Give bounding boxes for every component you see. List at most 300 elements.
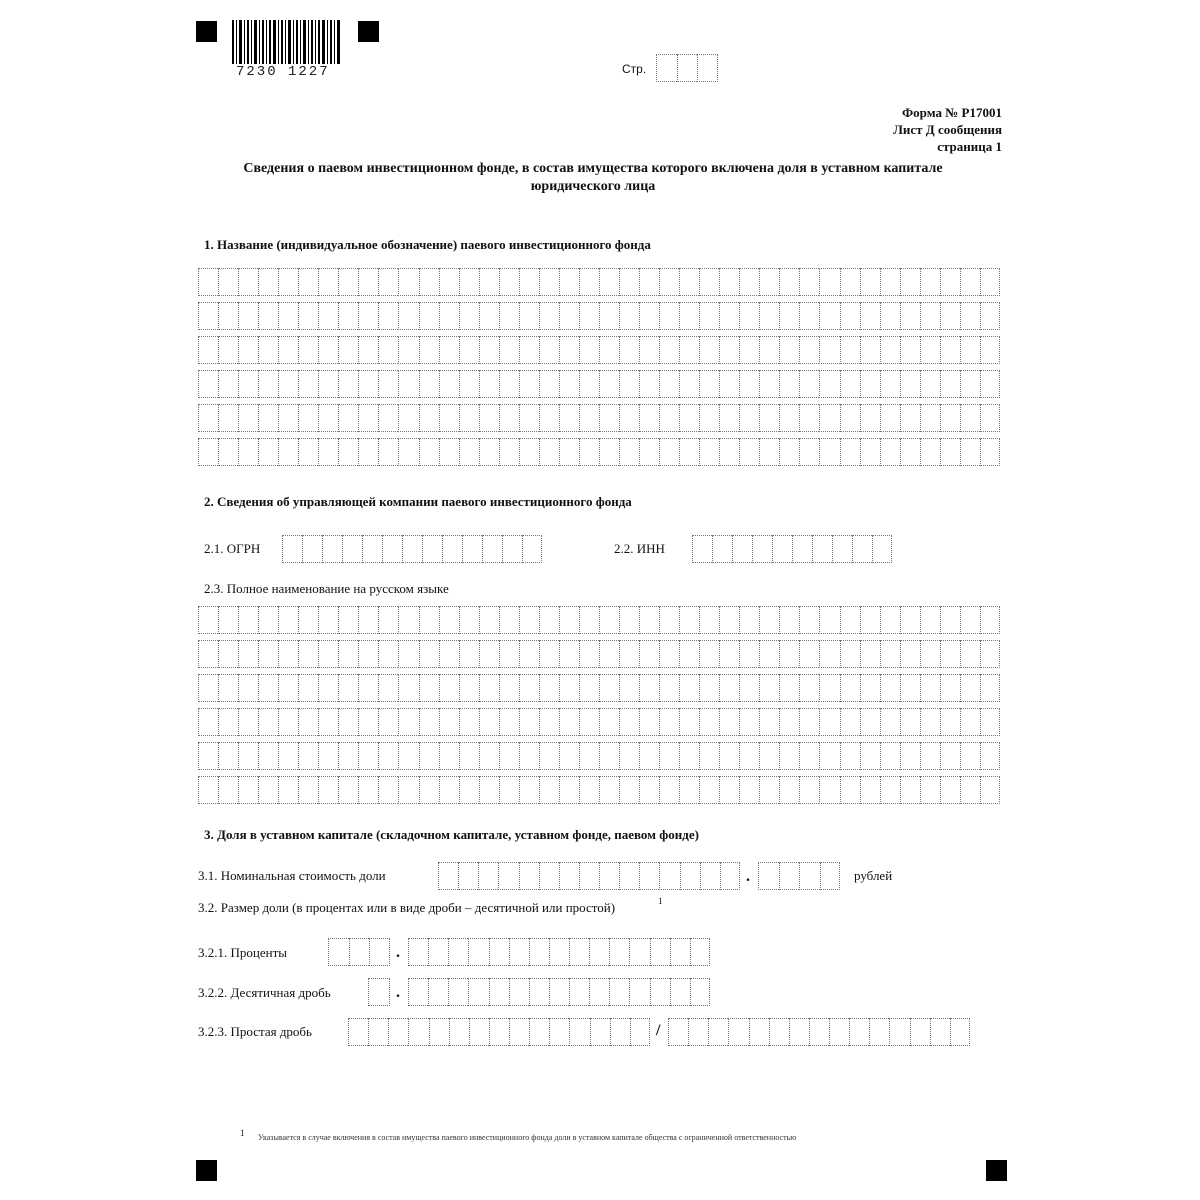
input-cell[interactable] [238, 674, 258, 702]
input-cell[interactable] [619, 742, 639, 770]
input-cell[interactable] [679, 438, 699, 466]
decimal-fraction-field[interactable] [408, 978, 710, 1006]
input-cell[interactable] [872, 535, 892, 563]
input-cell[interactable] [920, 438, 940, 466]
input-cell[interactable] [650, 938, 670, 966]
input-cell[interactable] [860, 674, 880, 702]
input-cell[interactable] [819, 776, 839, 804]
input-cell[interactable] [940, 302, 960, 330]
input-cell[interactable] [619, 302, 639, 330]
input-cell[interactable] [218, 776, 238, 804]
input-cell[interactable] [358, 708, 378, 736]
input-cell[interactable] [238, 742, 258, 770]
input-cell[interactable] [358, 640, 378, 668]
input-cell[interactable] [960, 776, 980, 804]
input-cell[interactable] [198, 742, 218, 770]
input-cell[interactable] [960, 640, 980, 668]
input-cell[interactable] [519, 268, 539, 296]
input-cell[interactable] [719, 336, 739, 364]
input-cell[interactable] [920, 404, 940, 432]
input-cell[interactable] [739, 742, 759, 770]
input-cell[interactable] [759, 268, 779, 296]
input-cell[interactable] [719, 640, 739, 668]
input-cell[interactable] [860, 404, 880, 432]
input-cell[interactable] [860, 336, 880, 364]
input-cell[interactable] [910, 1018, 930, 1046]
input-cell[interactable] [218, 708, 238, 736]
input-cell[interactable] [479, 404, 499, 432]
input-cell[interactable] [629, 938, 649, 966]
input-cell[interactable] [679, 708, 699, 736]
input-cell[interactable] [419, 708, 439, 736]
input-cell[interactable] [369, 938, 390, 966]
input-cell[interactable] [238, 404, 258, 432]
input-cell[interactable] [509, 938, 529, 966]
input-cell[interactable] [398, 268, 418, 296]
input-cell[interactable] [749, 1018, 769, 1046]
input-cell[interactable] [799, 640, 819, 668]
input-cell[interactable] [549, 1018, 569, 1046]
input-cell[interactable] [358, 674, 378, 702]
input-cell[interactable] [900, 640, 920, 668]
input-cell[interactable] [338, 640, 358, 668]
input-cell[interactable] [579, 404, 599, 432]
input-cell[interactable] [719, 708, 739, 736]
input-cell[interactable] [358, 606, 378, 634]
input-cell[interactable] [358, 742, 378, 770]
input-cell[interactable] [619, 674, 639, 702]
input-cell[interactable] [819, 606, 839, 634]
input-cell[interactable] [960, 674, 980, 702]
input-cell[interactable] [869, 1018, 889, 1046]
input-cell[interactable] [282, 535, 302, 563]
input-cell[interactable] [650, 978, 670, 1006]
percent-fraction-field[interactable] [408, 938, 710, 966]
input-cell[interactable] [509, 978, 529, 1006]
input-cell[interactable] [378, 268, 398, 296]
input-cell[interactable] [739, 606, 759, 634]
input-cell[interactable] [712, 535, 732, 563]
input-cell[interactable] [398, 776, 418, 804]
input-cell[interactable] [799, 674, 819, 702]
input-cell[interactable] [419, 302, 439, 330]
input-cell[interactable] [398, 404, 418, 432]
input-cell[interactable] [699, 370, 719, 398]
input-cell[interactable] [448, 978, 468, 1006]
input-cell[interactable] [599, 336, 619, 364]
input-cell[interactable] [739, 370, 759, 398]
input-cell[interactable] [348, 1018, 368, 1046]
input-cell[interactable] [630, 1018, 650, 1046]
input-cell[interactable] [419, 404, 439, 432]
fund-name-row-6[interactable] [198, 438, 1000, 466]
input-cell[interactable] [579, 370, 599, 398]
input-cell[interactable] [419, 606, 439, 634]
input-cell[interactable] [759, 674, 779, 702]
input-cell[interactable] [960, 302, 980, 330]
input-cell[interactable] [468, 978, 488, 1006]
input-cell[interactable] [419, 268, 439, 296]
input-cell[interactable] [889, 1018, 909, 1046]
input-cell[interactable] [258, 708, 278, 736]
input-cell[interactable] [479, 742, 499, 770]
input-cell[interactable] [198, 606, 218, 634]
input-cell[interactable] [950, 1018, 970, 1046]
input-cell[interactable] [599, 862, 619, 890]
input-cell[interactable] [448, 938, 468, 966]
input-cell[interactable] [442, 535, 462, 563]
input-cell[interactable] [900, 438, 920, 466]
input-cell[interactable] [519, 336, 539, 364]
input-cell[interactable] [499, 336, 519, 364]
input-cell[interactable] [378, 742, 398, 770]
input-cell[interactable] [499, 438, 519, 466]
input-cell[interactable] [960, 370, 980, 398]
input-cell[interactable] [559, 302, 579, 330]
input-cell[interactable] [840, 640, 860, 668]
input-cell[interactable] [338, 742, 358, 770]
input-cell[interactable] [699, 438, 719, 466]
input-cell[interactable] [772, 535, 792, 563]
input-cell[interactable] [840, 302, 860, 330]
input-cell[interactable] [238, 302, 258, 330]
input-cell[interactable] [960, 742, 980, 770]
input-cell[interactable] [619, 862, 639, 890]
input-cell[interactable] [590, 1018, 610, 1046]
input-cell[interactable] [278, 708, 298, 736]
input-cell[interactable] [318, 438, 338, 466]
input-cell[interactable] [278, 742, 298, 770]
input-cell[interactable] [338, 302, 358, 330]
input-cell[interactable] [428, 978, 448, 1006]
input-cell[interactable] [819, 302, 839, 330]
input-cell[interactable] [539, 336, 559, 364]
input-cell[interactable] [700, 862, 720, 890]
input-cell[interactable] [559, 404, 579, 432]
input-cell[interactable] [769, 1018, 789, 1046]
input-cell[interactable] [559, 862, 579, 890]
input-cell[interactable] [639, 708, 659, 736]
input-cell[interactable] [499, 268, 519, 296]
input-cell[interactable] [670, 978, 690, 1006]
company-name-row-1[interactable] [198, 606, 1000, 634]
input-cell[interactable] [459, 404, 479, 432]
input-cell[interactable] [198, 404, 218, 432]
input-cell[interactable] [940, 776, 960, 804]
input-cell[interactable] [298, 268, 318, 296]
input-cell[interactable] [358, 370, 378, 398]
input-cell[interactable] [739, 268, 759, 296]
input-cell[interactable] [940, 640, 960, 668]
input-cell[interactable] [840, 606, 860, 634]
input-cell[interactable] [479, 336, 499, 364]
input-cell[interactable] [940, 606, 960, 634]
input-cell[interactable] [639, 404, 659, 432]
input-cell[interactable] [659, 674, 679, 702]
input-cell[interactable] [719, 674, 739, 702]
input-cell[interactable] [759, 404, 779, 432]
input-cell[interactable] [419, 640, 439, 668]
input-cell[interactable] [258, 302, 278, 330]
input-cell[interactable] [840, 268, 860, 296]
input-cell[interactable] [459, 438, 479, 466]
input-cell[interactable] [719, 268, 739, 296]
input-cell[interactable] [519, 606, 539, 634]
input-cell[interactable] [362, 535, 382, 563]
input-cell[interactable] [980, 606, 1000, 634]
input-cell[interactable] [599, 404, 619, 432]
input-cell[interactable] [198, 268, 218, 296]
input-cell[interactable] [679, 404, 699, 432]
input-cell[interactable] [479, 674, 499, 702]
input-cell[interactable] [659, 742, 679, 770]
input-cell[interactable] [322, 535, 342, 563]
input-cell[interactable] [298, 404, 318, 432]
input-cell[interactable] [619, 404, 639, 432]
input-cell[interactable] [499, 776, 519, 804]
input-cell[interactable] [980, 708, 1000, 736]
input-cell[interactable] [278, 370, 298, 398]
input-cell[interactable] [739, 438, 759, 466]
input-cell[interactable] [799, 606, 819, 634]
input-cell[interactable] [840, 742, 860, 770]
input-cell[interactable] [198, 776, 218, 804]
input-cell[interactable] [779, 776, 799, 804]
input-cell[interactable] [832, 535, 852, 563]
input-cell[interactable] [819, 708, 839, 736]
input-cell[interactable] [218, 268, 238, 296]
input-cell[interactable] [539, 776, 559, 804]
input-cell[interactable] [398, 336, 418, 364]
input-cell[interactable] [318, 268, 338, 296]
input-cell[interactable] [659, 404, 679, 432]
input-cell[interactable] [258, 776, 278, 804]
input-cell[interactable] [799, 336, 819, 364]
input-cell[interactable] [940, 336, 960, 364]
input-cell[interactable] [569, 938, 589, 966]
input-cell[interactable] [439, 438, 459, 466]
input-cell[interactable] [930, 1018, 950, 1046]
fund-name-row-1[interactable] [198, 268, 1000, 296]
input-cell[interactable] [679, 742, 699, 770]
input-cell[interactable] [659, 640, 679, 668]
input-cell[interactable] [358, 302, 378, 330]
input-cell[interactable] [539, 370, 559, 398]
input-cell[interactable] [459, 268, 479, 296]
input-cell[interactable] [759, 336, 779, 364]
input-cell[interactable] [610, 1018, 630, 1046]
input-cell[interactable] [398, 606, 418, 634]
input-cell[interactable] [479, 640, 499, 668]
input-cell[interactable] [819, 742, 839, 770]
input-cell[interactable] [900, 708, 920, 736]
input-cell[interactable] [819, 268, 839, 296]
input-cell[interactable] [258, 606, 278, 634]
input-cell[interactable] [629, 978, 649, 1006]
input-cell[interactable] [539, 708, 559, 736]
input-cell[interactable] [559, 674, 579, 702]
input-cell[interactable] [398, 302, 418, 330]
input-cell[interactable] [539, 302, 559, 330]
input-cell[interactable] [980, 438, 1000, 466]
input-cell[interactable] [499, 404, 519, 432]
input-cell[interactable] [779, 302, 799, 330]
input-cell[interactable] [699, 742, 719, 770]
input-cell[interactable] [619, 268, 639, 296]
input-cell[interactable] [699, 404, 719, 432]
input-cell[interactable] [298, 302, 318, 330]
input-cell[interactable] [829, 1018, 849, 1046]
input-cell[interactable] [980, 302, 1000, 330]
input-cell[interactable] [539, 742, 559, 770]
input-cell[interactable] [358, 776, 378, 804]
input-cell[interactable] [779, 268, 799, 296]
input-cell[interactable] [218, 438, 238, 466]
input-cell[interactable] [719, 742, 739, 770]
input-cell[interactable] [880, 674, 900, 702]
input-cell[interactable] [198, 674, 218, 702]
input-cell[interactable] [519, 404, 539, 432]
input-cell[interactable] [920, 302, 940, 330]
input-cell[interactable] [880, 404, 900, 432]
input-cell[interactable] [378, 302, 398, 330]
input-cell[interactable] [198, 302, 218, 330]
input-cell[interactable] [900, 674, 920, 702]
input-cell[interactable] [519, 742, 539, 770]
input-cell[interactable] [840, 336, 860, 364]
input-cell[interactable] [759, 370, 779, 398]
input-cell[interactable] [522, 535, 542, 563]
input-cell[interactable] [378, 404, 398, 432]
input-cell[interactable] [699, 674, 719, 702]
input-cell[interactable] [820, 862, 841, 890]
input-cell[interactable] [318, 640, 338, 668]
input-cell[interactable] [238, 606, 258, 634]
input-cell[interactable] [258, 268, 278, 296]
input-cell[interactable] [398, 708, 418, 736]
input-cell[interactable] [940, 674, 960, 702]
company-name-row-5[interactable] [198, 742, 1000, 770]
nominal-rubles-field[interactable] [438, 862, 740, 890]
input-cell[interactable] [519, 708, 539, 736]
input-cell[interactable] [732, 535, 752, 563]
input-cell[interactable] [940, 404, 960, 432]
input-cell[interactable] [519, 370, 539, 398]
input-cell[interactable] [382, 535, 402, 563]
input-cell[interactable] [238, 438, 258, 466]
input-cell[interactable] [579, 268, 599, 296]
input-cell[interactable] [668, 1018, 688, 1046]
input-cell[interactable] [699, 336, 719, 364]
input-cell[interactable] [499, 742, 519, 770]
input-cell[interactable] [489, 1018, 509, 1046]
input-cell[interactable] [819, 404, 839, 432]
input-cell[interactable] [840, 708, 860, 736]
input-cell[interactable] [419, 742, 439, 770]
input-cell[interactable] [739, 674, 759, 702]
input-cell[interactable] [880, 370, 900, 398]
input-cell[interactable] [840, 776, 860, 804]
input-cell[interactable] [439, 640, 459, 668]
input-cell[interactable] [619, 370, 639, 398]
input-cell[interactable] [278, 640, 298, 668]
input-cell[interactable] [529, 938, 549, 966]
input-cell[interactable] [900, 742, 920, 770]
input-cell[interactable] [539, 640, 559, 668]
input-cell[interactable] [328, 938, 349, 966]
input-cell[interactable] [900, 268, 920, 296]
input-cell[interactable] [699, 640, 719, 668]
simple-denominator-field[interactable] [668, 1018, 970, 1046]
input-cell[interactable] [639, 674, 659, 702]
input-cell[interactable] [198, 640, 218, 668]
input-cell[interactable] [499, 640, 519, 668]
input-cell[interactable] [559, 268, 579, 296]
input-cell[interactable] [298, 438, 318, 466]
input-cell[interactable] [519, 674, 539, 702]
input-cell[interactable] [609, 938, 629, 966]
input-cell[interactable] [799, 742, 819, 770]
input-cell[interactable] [238, 640, 258, 668]
input-cell[interactable] [639, 268, 659, 296]
input-cell[interactable] [218, 302, 238, 330]
input-cell[interactable] [489, 938, 509, 966]
input-cell[interactable] [378, 674, 398, 702]
input-cell[interactable] [318, 742, 338, 770]
input-cell[interactable] [799, 268, 819, 296]
input-cell[interactable] [338, 674, 358, 702]
input-cell[interactable] [479, 776, 499, 804]
input-cell[interactable] [559, 742, 579, 770]
input-cell[interactable] [539, 862, 559, 890]
input-cell[interactable] [298, 776, 318, 804]
input-cell[interactable] [639, 606, 659, 634]
input-cell[interactable] [639, 862, 659, 890]
input-cell[interactable] [318, 404, 338, 432]
input-cell[interactable] [338, 336, 358, 364]
input-cell[interactable] [799, 708, 819, 736]
input-cell[interactable] [398, 370, 418, 398]
input-cell[interactable] [619, 438, 639, 466]
company-name-row-2[interactable] [198, 640, 1000, 668]
input-cell[interactable] [840, 438, 860, 466]
input-cell[interactable] [860, 776, 880, 804]
input-cell[interactable] [499, 606, 519, 634]
input-cell[interactable] [920, 370, 940, 398]
input-cell[interactable] [659, 370, 679, 398]
input-cell[interactable] [900, 302, 920, 330]
nominal-kopecks-field[interactable] [758, 862, 840, 890]
input-cell[interactable] [860, 268, 880, 296]
input-cell[interactable] [589, 978, 609, 1006]
input-cell[interactable] [860, 606, 880, 634]
input-cell[interactable] [318, 336, 338, 364]
input-cell[interactable] [860, 640, 880, 668]
input-cell[interactable] [439, 742, 459, 770]
input-cell[interactable] [690, 938, 710, 966]
input-cell[interactable] [920, 708, 940, 736]
input-cell[interactable] [489, 978, 509, 1006]
input-cell[interactable] [342, 535, 362, 563]
input-cell[interactable] [639, 438, 659, 466]
input-cell[interactable] [840, 370, 860, 398]
input-cell[interactable] [318, 370, 338, 398]
input-cell[interactable] [852, 535, 872, 563]
input-cell[interactable] [569, 1018, 589, 1046]
input-cell[interactable] [980, 268, 1000, 296]
input-cell[interactable] [739, 404, 759, 432]
input-cell[interactable] [498, 862, 518, 890]
